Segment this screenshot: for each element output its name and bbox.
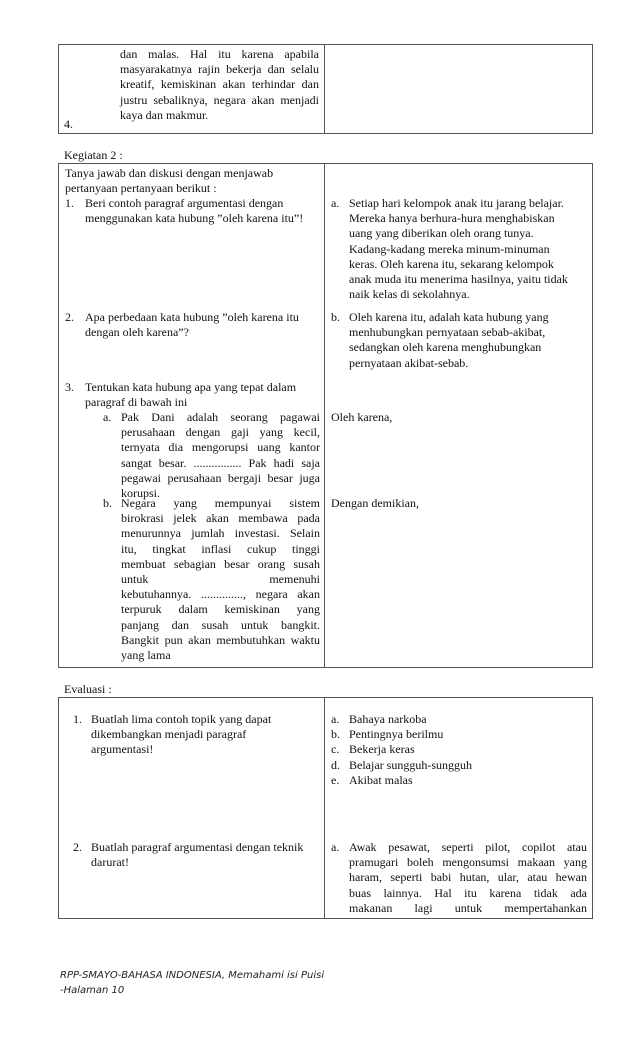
question-text: darurat! (91, 855, 129, 870)
answer-text: uang yang diberikan oleh orang tunya. (349, 226, 534, 241)
text-line: dan malas. Hal itu karena apabila (120, 47, 319, 61)
answer-text: Mereka hanya berhura-hura menghabiskan (349, 211, 555, 226)
evaluasi-table (58, 697, 593, 919)
answer-text: Oleh karena, (331, 410, 393, 424)
answer-label: d. (331, 757, 340, 772)
sub-item-text: perusahaan dengan gaji yang kecil, (121, 425, 320, 440)
answer-text: Pentingnya berilmu (349, 727, 444, 742)
sub-item-text: pegawai perusahaan bergaji besar juga (121, 470, 320, 485)
answer-text: Bahaya narkoba (349, 712, 427, 726)
question-text: argumentasi! (91, 742, 154, 757)
question-text: paragraf di bawah ini (85, 395, 188, 410)
sub-item-text: untuk memenuhi (121, 572, 320, 587)
top-table-right-cell (325, 45, 593, 134)
question-number: 1. (65, 196, 74, 210)
answer-label: a. (331, 196, 340, 210)
answer-text: Belajar sungguh-sungguh (349, 757, 472, 772)
question-text: dengan oleh karena”? (85, 325, 189, 340)
sub-item-text: Bangkit pun akan membutuhkan waktu (121, 632, 320, 647)
row-number: 4. (64, 117, 73, 131)
answer-label: a. (331, 840, 340, 854)
top-table (58, 44, 593, 134)
sub-item-text: membuat sebagian besar orang susah (121, 556, 320, 571)
sub-item-text: ternyata dia mengorupsi uang kantor (121, 440, 320, 455)
answer-text: Oleh karena itu, adalah kata hubung yang (349, 310, 549, 324)
text-line: kreatif, kemiskinan akan terhindar dan (120, 77, 319, 92)
question-text: Buatlah paragraf argumentasi dengan teknik (91, 840, 304, 854)
answer-text: makanan lagi untuk mempertahankan (349, 900, 587, 915)
question-text: Apa perbedaan kata hubung ”oleh karena itu (85, 310, 299, 324)
answer-text: Bekerja keras (349, 742, 415, 757)
answer-text: Kadang-kadang mereka minum-minuman (349, 241, 550, 256)
answer-item (331, 773, 472, 788)
answer-label: e. (331, 772, 340, 787)
kegiatan-heading: Kegiatan 2 : (64, 148, 123, 162)
kegiatan-intro: pertanyaan pertanyaan berikut : (65, 181, 217, 195)
question-text: Beri contoh paragraf argumentasi dengan (85, 196, 284, 210)
answer-text: keras. Oleh karena itu, sekarang kelompok (349, 256, 554, 271)
question-number: 2. (73, 840, 82, 854)
sub-item-text: terpuruk dalam kemiskinan yang (121, 602, 320, 617)
answer-text: Akibat malas (349, 772, 413, 787)
answer-label: b. (331, 310, 340, 324)
sub-item-text: Negara yang mempunyai sistem (121, 496, 320, 510)
evaluasi-heading: Evaluasi : (64, 682, 112, 696)
answer-text: Setiap hari kelompok anak itu jarang belajar. (349, 196, 564, 210)
evaluasi-right-cell (325, 698, 593, 919)
sub-item-text: korupsi. (121, 486, 160, 501)
kegiatan-right-cell (325, 164, 593, 668)
question-text: menggunakan kata hubung ”oleh karena itu”! (85, 211, 304, 226)
answer-text: Dengan demikian, (331, 496, 419, 510)
answer-text: pernyataan akibat-sebab. (349, 355, 469, 370)
question-number: 1. (73, 712, 82, 726)
answer-item (331, 758, 472, 773)
answer-item (331, 742, 472, 757)
answer-text: sedangkan oleh karena menghubungkan (349, 340, 542, 355)
sub-item-text: Pak Dani adalah seorang pagawai (121, 410, 320, 424)
answer-text: pramugari boleh mengonsumsi makaan yang (349, 855, 587, 870)
kegiatan-left-cell (59, 164, 325, 668)
answer-item (331, 727, 472, 742)
sub-item-label: b. (103, 496, 112, 510)
text-line: kaya dan makmur. (120, 107, 209, 122)
kegiatan-table (58, 163, 593, 668)
answer-text: buas lainnya. Hal itu karena tidak ada (349, 885, 587, 900)
text-line: masyarakatnya rajin bekerja dan selalu (120, 62, 319, 77)
question-text: dikembangkan menjadi paragraf (91, 727, 247, 742)
answer-item (331, 712, 472, 727)
sub-item-text: kebutuhannya. .............., negara akan (121, 587, 320, 602)
sub-item-text: panjang dan susah untuk bangkit. (121, 617, 320, 632)
answer-label: b. (331, 727, 340, 742)
answer-text: Awak pesawat, seperti pilot, copilot atau (349, 840, 587, 854)
question-text: Buatlah lima contoh topik yang dapat (91, 712, 272, 726)
sub-item-label: a. (103, 410, 112, 424)
text-line: justru sebaliknya, negara akan menjadi (120, 92, 319, 107)
top-table-left-cell (59, 45, 325, 134)
question-number: 2. (65, 310, 74, 324)
question-text: Tentukan kata hubung apa yang tepat dalam (85, 380, 297, 394)
kegiatan-intro: Tanya jawab dan diskusi dengan menjawab (65, 166, 274, 180)
sub-item-text: birokrasi jelek akan membawa pada (121, 511, 320, 526)
sub-item-text: menurunnya jumlah investasi. Selain (121, 526, 320, 541)
answer-text: anak muda itu menerima hasilnya, yaitu tidak (349, 272, 568, 287)
sub-item-text: sangat besar. ................ Pak hadi saja (121, 455, 320, 470)
answer-label: a. (331, 712, 340, 726)
answer-text: menhubungkan pernyataan sebab-akibat, (349, 325, 546, 340)
sub-item-text: itu, tingkat inflasi cukup tinggi (121, 541, 320, 556)
question-number: 3. (65, 380, 74, 394)
answer-text: haram, seperti babi hutan, ular, atau hewan (349, 870, 587, 885)
footer (60, 968, 324, 998)
sub-item-text: yang lama (121, 648, 171, 663)
answer-label: c. (331, 742, 340, 757)
footer-page-number: -Halaman 10 (60, 985, 125, 996)
footer-title: RPP-SMAYO-BAHASA INDONESIA, Memahami isi Puisi (60, 970, 325, 981)
answer-text: naik kelas di sekolahnya. (349, 287, 470, 302)
evaluasi-left-cell (59, 698, 325, 919)
